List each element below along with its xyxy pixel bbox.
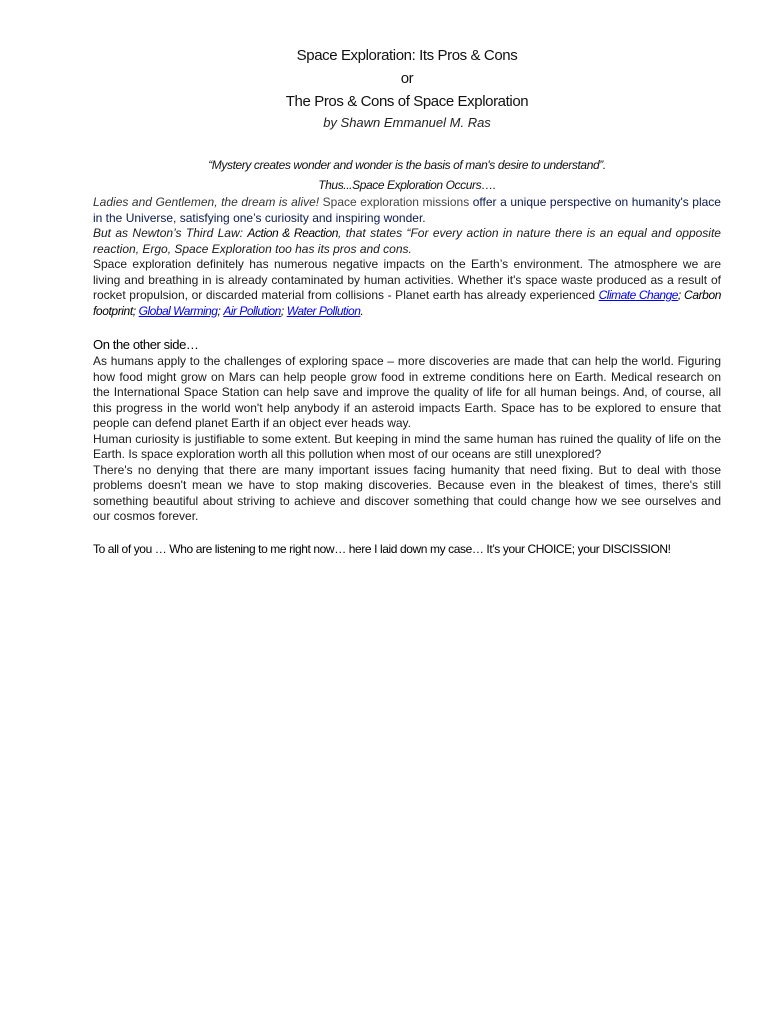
- climate-change-link[interactable]: Climate Change: [598, 288, 678, 302]
- other-side-heading: On the other side…: [93, 337, 199, 352]
- document-title: Space Exploration: Its Pros & Cons: [296, 47, 518, 64]
- newton-post: , that states “For every action in nature there is an equal and opposite reaction, Ergo, Space Exploration too has its pros and cons.: [93, 226, 721, 256]
- document-subtitle: The Pros & Cons of Space Exploration: [285, 93, 529, 110]
- global-warming-link[interactable]: Global Warming: [138, 303, 218, 318]
- author-byline: by Shawn Emmanuel M. Ras: [323, 115, 491, 130]
- newton-law: Action & Reaction: [247, 226, 338, 240]
- title-connector: or: [400, 70, 414, 87]
- title-block: [47, 44, 767, 133]
- period: .: [360, 303, 364, 318]
- discoveries-paragraph: As humans apply to the challenges of exploring space – more discoveries are made that can help the world. Figuring how food might grow on Mars can help people grow food in extreme conditions here on Earth. Medical research on the International Space Station can help save and improve the quality of life for all human beings. And, of course, all this progress in the world won't help anybody if an asteroid impacts Earth. Space has to be explored to ensure that people can defend planet Earth if an object ever heads way.: [93, 354, 721, 430]
- water-pollution-link[interactable]: Water Pollution: [286, 303, 361, 318]
- separator: ;: [217, 303, 224, 318]
- issues-paragraph: There's no denying that there are many important issues facing humanity that need fixing. But to deal with those problems doesn't mean we have to stop making discoveries. Because even in the bleakest of times, there's still something beautiful about striving to achieve and discover something that could change how we see ourselves and our cosmos forever.: [93, 462, 721, 523]
- newton-pre: But as Newton’s Third Law:: [93, 226, 248, 240]
- epigraph-followup: Thus...Space Exploration Occurs….: [318, 178, 496, 192]
- epigraph-quote: “Mystery creates wonder and wonder is the basis of man's desire to understand”.: [208, 158, 606, 172]
- carbon-footprint-text: ; Carbon footprint;: [93, 288, 722, 318]
- epigraph: [47, 155, 767, 195]
- impacts-text: Space exploration definitely has numerous negative impacts on the Earth’s environment. The atmosphere we are living and breathing in is already contaminated by human activities. Whether it's space waste produced as a result of rocket propulsion, or discarded material from collisions - Planet earth has already experienced: [93, 257, 721, 302]
- impacts-paragraph: [93, 257, 721, 319]
- curiosity-paragraph: Human curiosity is justifiable to some extent. But keeping in mind the same human has ruined the quality of life on the Earth. Is space exploration worth all this pollution when most of our oceans are still unexplored?: [93, 431, 721, 461]
- separator: ;: [280, 303, 287, 318]
- newton-paragraph: [93, 226, 721, 257]
- intro-lead: Ladies and Gentlemen, the dream is alive!: [93, 195, 320, 209]
- closing-statement: To all of you … Who are listening to me right now… here I laid down my case… It’s your CHOICE; your DISCISSION!: [93, 541, 671, 556]
- intro-paragraph: [93, 195, 721, 226]
- air-pollution-link[interactable]: Air Pollution: [223, 303, 281, 318]
- intro-missions: Space exploration missions: [319, 195, 470, 209]
- intro-rest: offer a unique perspective on humanity's place in the Universe, satisfying one’s curiosity and inspiring wonder.: [93, 195, 721, 225]
